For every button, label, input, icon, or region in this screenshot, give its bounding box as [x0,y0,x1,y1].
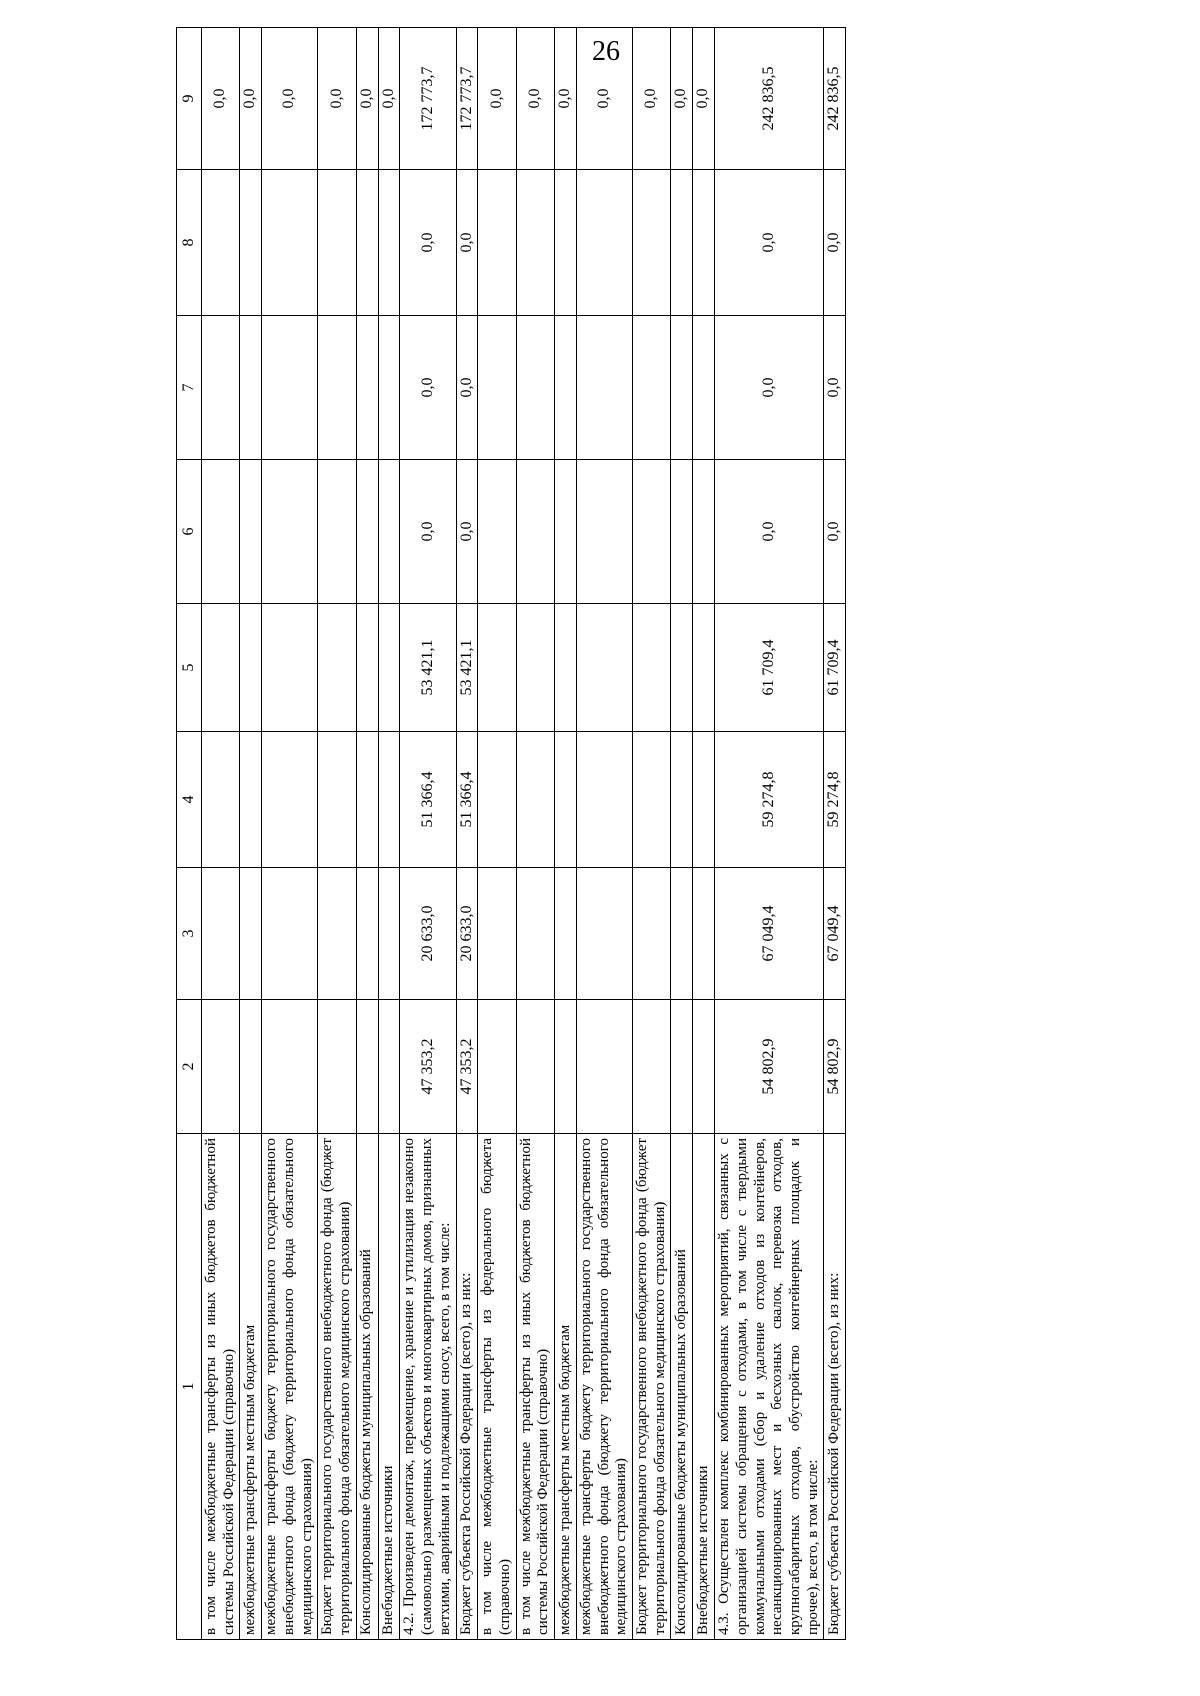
cell-col-8 [478,170,516,316]
cell-col-2 [671,1000,693,1134]
cell-col-7 [202,316,240,460]
row-label: межбюджетные трансферты местным бюджетам [555,1134,577,1640]
cell-col-8 [633,170,671,316]
cell-col-8 [671,170,693,316]
cell-col-2: 47 353,2 [456,1000,478,1134]
cell-col-9: 0,0 [240,28,262,170]
table-row [202,28,240,1640]
cell-col-3 [555,868,577,1000]
cell-col-8: 0,0 [715,170,824,316]
cell-col-8 [240,170,262,316]
cell-col-4 [262,732,318,868]
cell-col-8 [262,170,318,316]
cell-col-7 [671,316,693,460]
cell-col-4 [555,732,577,868]
cell-col-6 [555,460,577,604]
cell-col-3: 67 049,4 [824,868,846,1000]
cell-col-7: 0,0 [715,316,824,460]
cell-col-2 [240,1000,262,1134]
cell-col-7: 0,0 [400,316,456,460]
cell-col-4 [516,732,554,868]
cell-col-3 [671,868,693,1000]
cell-col-4 [240,732,262,868]
cell-col-2: 54 802,9 [715,1000,824,1134]
cell-col-6 [240,460,262,604]
header-row [177,28,202,1640]
table-row [824,28,846,1640]
cell-col-9: 0,0 [478,28,516,170]
cell-col-3 [633,868,671,1000]
column-header-8: 8 [177,170,202,316]
page-number: 26 [592,36,620,67]
cell-col-3 [478,868,516,1000]
row-label: Бюджет субъекта Российской Федерации (всего), из них: [456,1134,478,1640]
cell-col-5 [240,604,262,732]
cell-col-9: 0,0 [577,28,633,170]
column-header-2: 2 [177,1000,202,1134]
cell-col-5: 53 421,1 [400,604,456,732]
cell-col-5: 61 709,4 [824,604,846,732]
cell-col-6 [671,460,693,604]
column-header-9: 9 [177,28,202,170]
cell-col-8 [378,170,400,316]
cell-col-5 [202,604,240,732]
column-header-4: 4 [177,732,202,868]
row-label: Консолидированные бюджеты муниципальных образований [671,1134,693,1640]
cell-col-2 [516,1000,554,1134]
cell-col-8 [577,170,633,316]
row-label: Бюджет территориального государственного внебюджетного фонда (бюджет территориального фонда обязательного медицинского страхования) [318,1134,356,1640]
cell-col-9: 172 773,7 [400,28,456,170]
table-row [456,28,478,1640]
row-label: межбюджетные трансферты бюджету территориального государственного внебюджетного фонда (бюджету территориального фонда обязательного медицинского страхования) [577,1134,633,1640]
cell-col-8 [555,170,577,316]
row-label: в том числе межбюджетные трансферты из иных бюджетов бюджетной системы Российской Федерации (справочно) [516,1134,554,1640]
cell-col-3 [516,868,554,1000]
row-label: Консолидированные бюджеты муниципальных образований [356,1134,378,1640]
table-row [671,28,693,1640]
cell-col-5: 53 421,1 [456,604,478,732]
cell-col-5 [577,604,633,732]
table-row [400,28,456,1640]
cell-col-2 [378,1000,400,1134]
cell-col-6: 0,0 [400,460,456,604]
cell-col-5 [378,604,400,732]
cell-col-7 [633,316,671,460]
row-label: 4.3. Осуществлен комплекс комбинированных мероприятий, связанных с организацией системы обращения с отходами, в том числе с твердыми коммунальными отходами (сбор и удаление отходов из контейнеров, несанкционированных мест и бесхозных свалок, перевозка отходов, крупногабаритных отходов, обустройство контейнерных площадок и прочее), всего, в том числе: [715,1134,824,1640]
table-row [633,28,671,1640]
table-row [693,28,715,1640]
cell-col-4 [202,732,240,868]
cell-col-7 [240,316,262,460]
row-label: Бюджет субъекта Российской Федерации (всего), из них: [824,1134,846,1640]
table-row [715,28,824,1640]
cell-col-4 [356,732,378,868]
column-header-3: 3 [177,868,202,1000]
row-label: 4.2. Произведен демонтаж, перемещение, хранение и утилизация незаконно (самовольно) размещенных объектов и многоквартирных домов, признанных ветхими, аварийными и подлежащими сносу, всего, в том числе: [400,1134,456,1640]
cell-col-8 [318,170,356,316]
cell-col-5 [555,604,577,732]
column-header-7: 7 [177,316,202,460]
budget-table [176,27,846,1640]
cell-col-6 [516,460,554,604]
table-container [176,28,1088,1640]
cell-col-3 [356,868,378,1000]
cell-col-8 [202,170,240,316]
table-row [378,28,400,1640]
cell-col-7 [555,316,577,460]
cell-col-8: 0,0 [400,170,456,316]
cell-col-9: 242 836,5 [715,28,824,170]
table-body [202,28,846,1640]
row-label: Внебюджетные источники [693,1134,715,1640]
cell-col-6 [318,460,356,604]
cell-col-2 [577,1000,633,1134]
cell-col-7 [478,316,516,460]
cell-col-2 [555,1000,577,1134]
cell-col-9: 0,0 [671,28,693,170]
cell-col-4 [378,732,400,868]
cell-col-5 [516,604,554,732]
cell-col-6: 0,0 [824,460,846,604]
table-row [356,28,378,1640]
cell-col-9: 0,0 [318,28,356,170]
cell-col-2 [262,1000,318,1134]
cell-col-8 [356,170,378,316]
cell-col-9: 0,0 [693,28,715,170]
table-row [478,28,516,1640]
cell-col-4 [671,732,693,868]
table-row [262,28,318,1640]
cell-col-7: 0,0 [824,316,846,460]
cell-col-6 [633,460,671,604]
cell-col-2 [693,1000,715,1134]
table-row [555,28,577,1640]
cell-col-7: 0,0 [456,316,478,460]
cell-col-3 [262,868,318,1000]
cell-col-9: 0,0 [633,28,671,170]
cell-col-5 [671,604,693,732]
cell-col-7 [577,316,633,460]
cell-col-2 [633,1000,671,1134]
cell-col-3 [693,868,715,1000]
cell-col-4 [318,732,356,868]
cell-col-6 [262,460,318,604]
cell-col-8 [516,170,554,316]
row-label: Внебюджетные источники [378,1134,400,1640]
cell-col-8 [693,170,715,316]
cell-col-8: 0,0 [824,170,846,316]
column-header-6: 6 [177,460,202,604]
cell-col-7 [693,316,715,460]
cell-col-6 [202,460,240,604]
cell-col-6: 0,0 [715,460,824,604]
table-row [516,28,554,1640]
cell-col-9: 0,0 [262,28,318,170]
cell-col-6 [478,460,516,604]
cell-col-6 [693,460,715,604]
cell-col-5 [478,604,516,732]
cell-col-4: 51 366,4 [456,732,478,868]
cell-col-3 [577,868,633,1000]
cell-col-5 [262,604,318,732]
table-row [318,28,356,1640]
cell-col-3 [202,868,240,1000]
row-label: межбюджетные трансферты местным бюджетам [240,1134,262,1640]
cell-col-4 [693,732,715,868]
row-label: Бюджет территориального государственного внебюджетного фонда (бюджет территориального фонда обязательного медицинского страхования) [633,1134,671,1640]
cell-col-6: 0,0 [456,460,478,604]
cell-col-6 [378,460,400,604]
cell-col-9: 242 836,5 [824,28,846,170]
cell-col-2 [356,1000,378,1134]
column-header-5: 5 [177,604,202,732]
cell-col-7 [356,316,378,460]
cell-col-2 [202,1000,240,1134]
cell-col-2: 54 802,9 [824,1000,846,1134]
cell-col-7 [318,316,356,460]
cell-col-7 [262,316,318,460]
cell-col-9: 0,0 [516,28,554,170]
cell-col-2 [318,1000,356,1134]
cell-col-5 [356,604,378,732]
cell-col-3: 20 633,0 [400,868,456,1000]
cell-col-3: 67 049,4 [715,868,824,1000]
cell-col-8: 0,0 [456,170,478,316]
cell-col-3 [318,868,356,1000]
cell-col-3 [240,868,262,1000]
cell-col-5 [318,604,356,732]
cell-col-5 [693,604,715,732]
cell-col-9: 0,0 [555,28,577,170]
cell-col-5: 61 709,4 [715,604,824,732]
cell-col-2 [478,1000,516,1134]
cell-col-4: 59 274,8 [715,732,824,868]
table-row [577,28,633,1640]
cell-col-4 [478,732,516,868]
cell-col-6 [577,460,633,604]
cell-col-4: 51 366,4 [400,732,456,868]
table-row [240,28,262,1640]
cell-col-7 [516,316,554,460]
cell-col-9: 0,0 [202,28,240,170]
cell-col-7 [378,316,400,460]
cell-col-9: 0,0 [378,28,400,170]
cell-col-4: 59 274,8 [824,732,846,868]
cell-col-3: 20 633,0 [456,868,478,1000]
row-label: в том числе межбюджетные трансферты из иных бюджетов бюджетной системы Российской Федерации (справочно) [202,1134,240,1640]
cell-col-4 [577,732,633,868]
cell-col-3 [378,868,400,1000]
cell-col-9: 0,0 [356,28,378,170]
cell-col-6 [356,460,378,604]
cell-col-2: 47 353,2 [400,1000,456,1134]
cell-col-4 [633,732,671,868]
row-label: межбюджетные трансферты бюджету территориального государственного внебюджетного фонда (бюджету территориального фонда обязательного медицинского страхования) [262,1134,318,1640]
row-label: в том числе межбюджетные трансферты из федерального бюджета (справочно) [478,1134,516,1640]
column-header-1: 1 [177,1134,202,1640]
cell-col-9: 172 773,7 [456,28,478,170]
cell-col-5 [633,604,671,732]
